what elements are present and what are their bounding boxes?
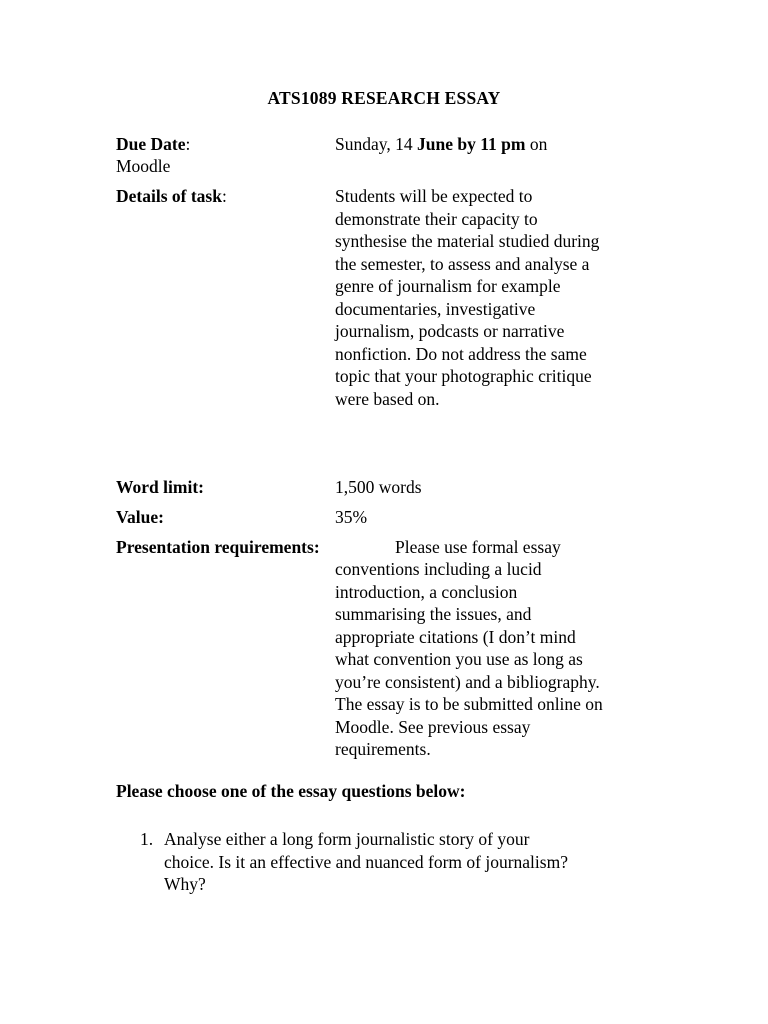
- presentation-label: Presentation requirements:: [116, 537, 320, 557]
- details-label-colon: :: [221, 186, 227, 206]
- document-title: ATS1089 RESEARCH ESSAY: [267, 88, 501, 108]
- details-line: genre of journalism for example: [335, 276, 561, 296]
- details-line: synthesise the material studied during: [335, 231, 600, 251]
- presentation-first-line: Please use formal essay: [395, 537, 561, 557]
- due-date-value-suffix: on: [525, 134, 548, 154]
- word-limit-label: Word limit:: [116, 477, 204, 497]
- details-value: [335, 185, 665, 410]
- question-line: Why?: [164, 874, 206, 894]
- details-line: Students will be expected to: [335, 186, 533, 206]
- question-text: [164, 828, 654, 896]
- presentation-line: you’re consistent) and a bibliography.: [335, 671, 600, 692]
- presentation-line: appropriate citations (I don’t mind: [335, 626, 576, 647]
- details-line: were based on.: [335, 388, 440, 409]
- choose-heading: Please choose one of the essay questions below:: [116, 781, 466, 801]
- due-date-value-prefix: Sunday, 14: [335, 134, 417, 154]
- presentation-line: requirements.: [335, 739, 431, 759]
- value-label: Value:: [116, 507, 164, 527]
- word-limit-value: 1,500 words: [335, 477, 422, 497]
- value-value: 35%: [335, 507, 368, 527]
- due-date-continuation: Moodle: [116, 156, 171, 176]
- presentation-line: what convention you use as long as: [335, 649, 583, 669]
- details-line: topic that your photographic critique: [335, 366, 592, 386]
- details-label: [116, 185, 227, 208]
- details-line: nonfiction. Do not address the same: [335, 343, 587, 364]
- presentation-value: [335, 558, 665, 761]
- due-date-label-text: Due Date: [116, 134, 186, 154]
- details-line: demonstrate their capacity to: [335, 208, 538, 229]
- presentation-line: summarising the issues, and: [335, 604, 532, 624]
- presentation-line: The essay is to be submitted online on: [335, 694, 603, 714]
- presentation-line: Moodle. See previous essay: [335, 716, 531, 737]
- due-date-label-colon: :: [185, 134, 191, 154]
- question-number: 1.: [140, 829, 154, 849]
- presentation-line: introduction, a conclusion: [335, 581, 518, 602]
- due-date-value: [335, 133, 665, 156]
- question-line: choice. Is it an effective and nuanced form of journalism?: [164, 851, 568, 872]
- details-line: the semester, to assess and analyse a: [335, 253, 590, 274]
- details-label-text: Details of task: [116, 186, 222, 206]
- details-line: documentaries, investigative: [335, 298, 536, 319]
- question-line: Analyse either a long form journalistic story of your: [164, 829, 530, 849]
- details-line: journalism, podcasts or narrative: [335, 321, 565, 341]
- due-date-label: [116, 133, 190, 156]
- due-date-value-bold: June by 11 pm: [417, 134, 526, 154]
- presentation-line: conventions including a lucid: [335, 559, 542, 579]
